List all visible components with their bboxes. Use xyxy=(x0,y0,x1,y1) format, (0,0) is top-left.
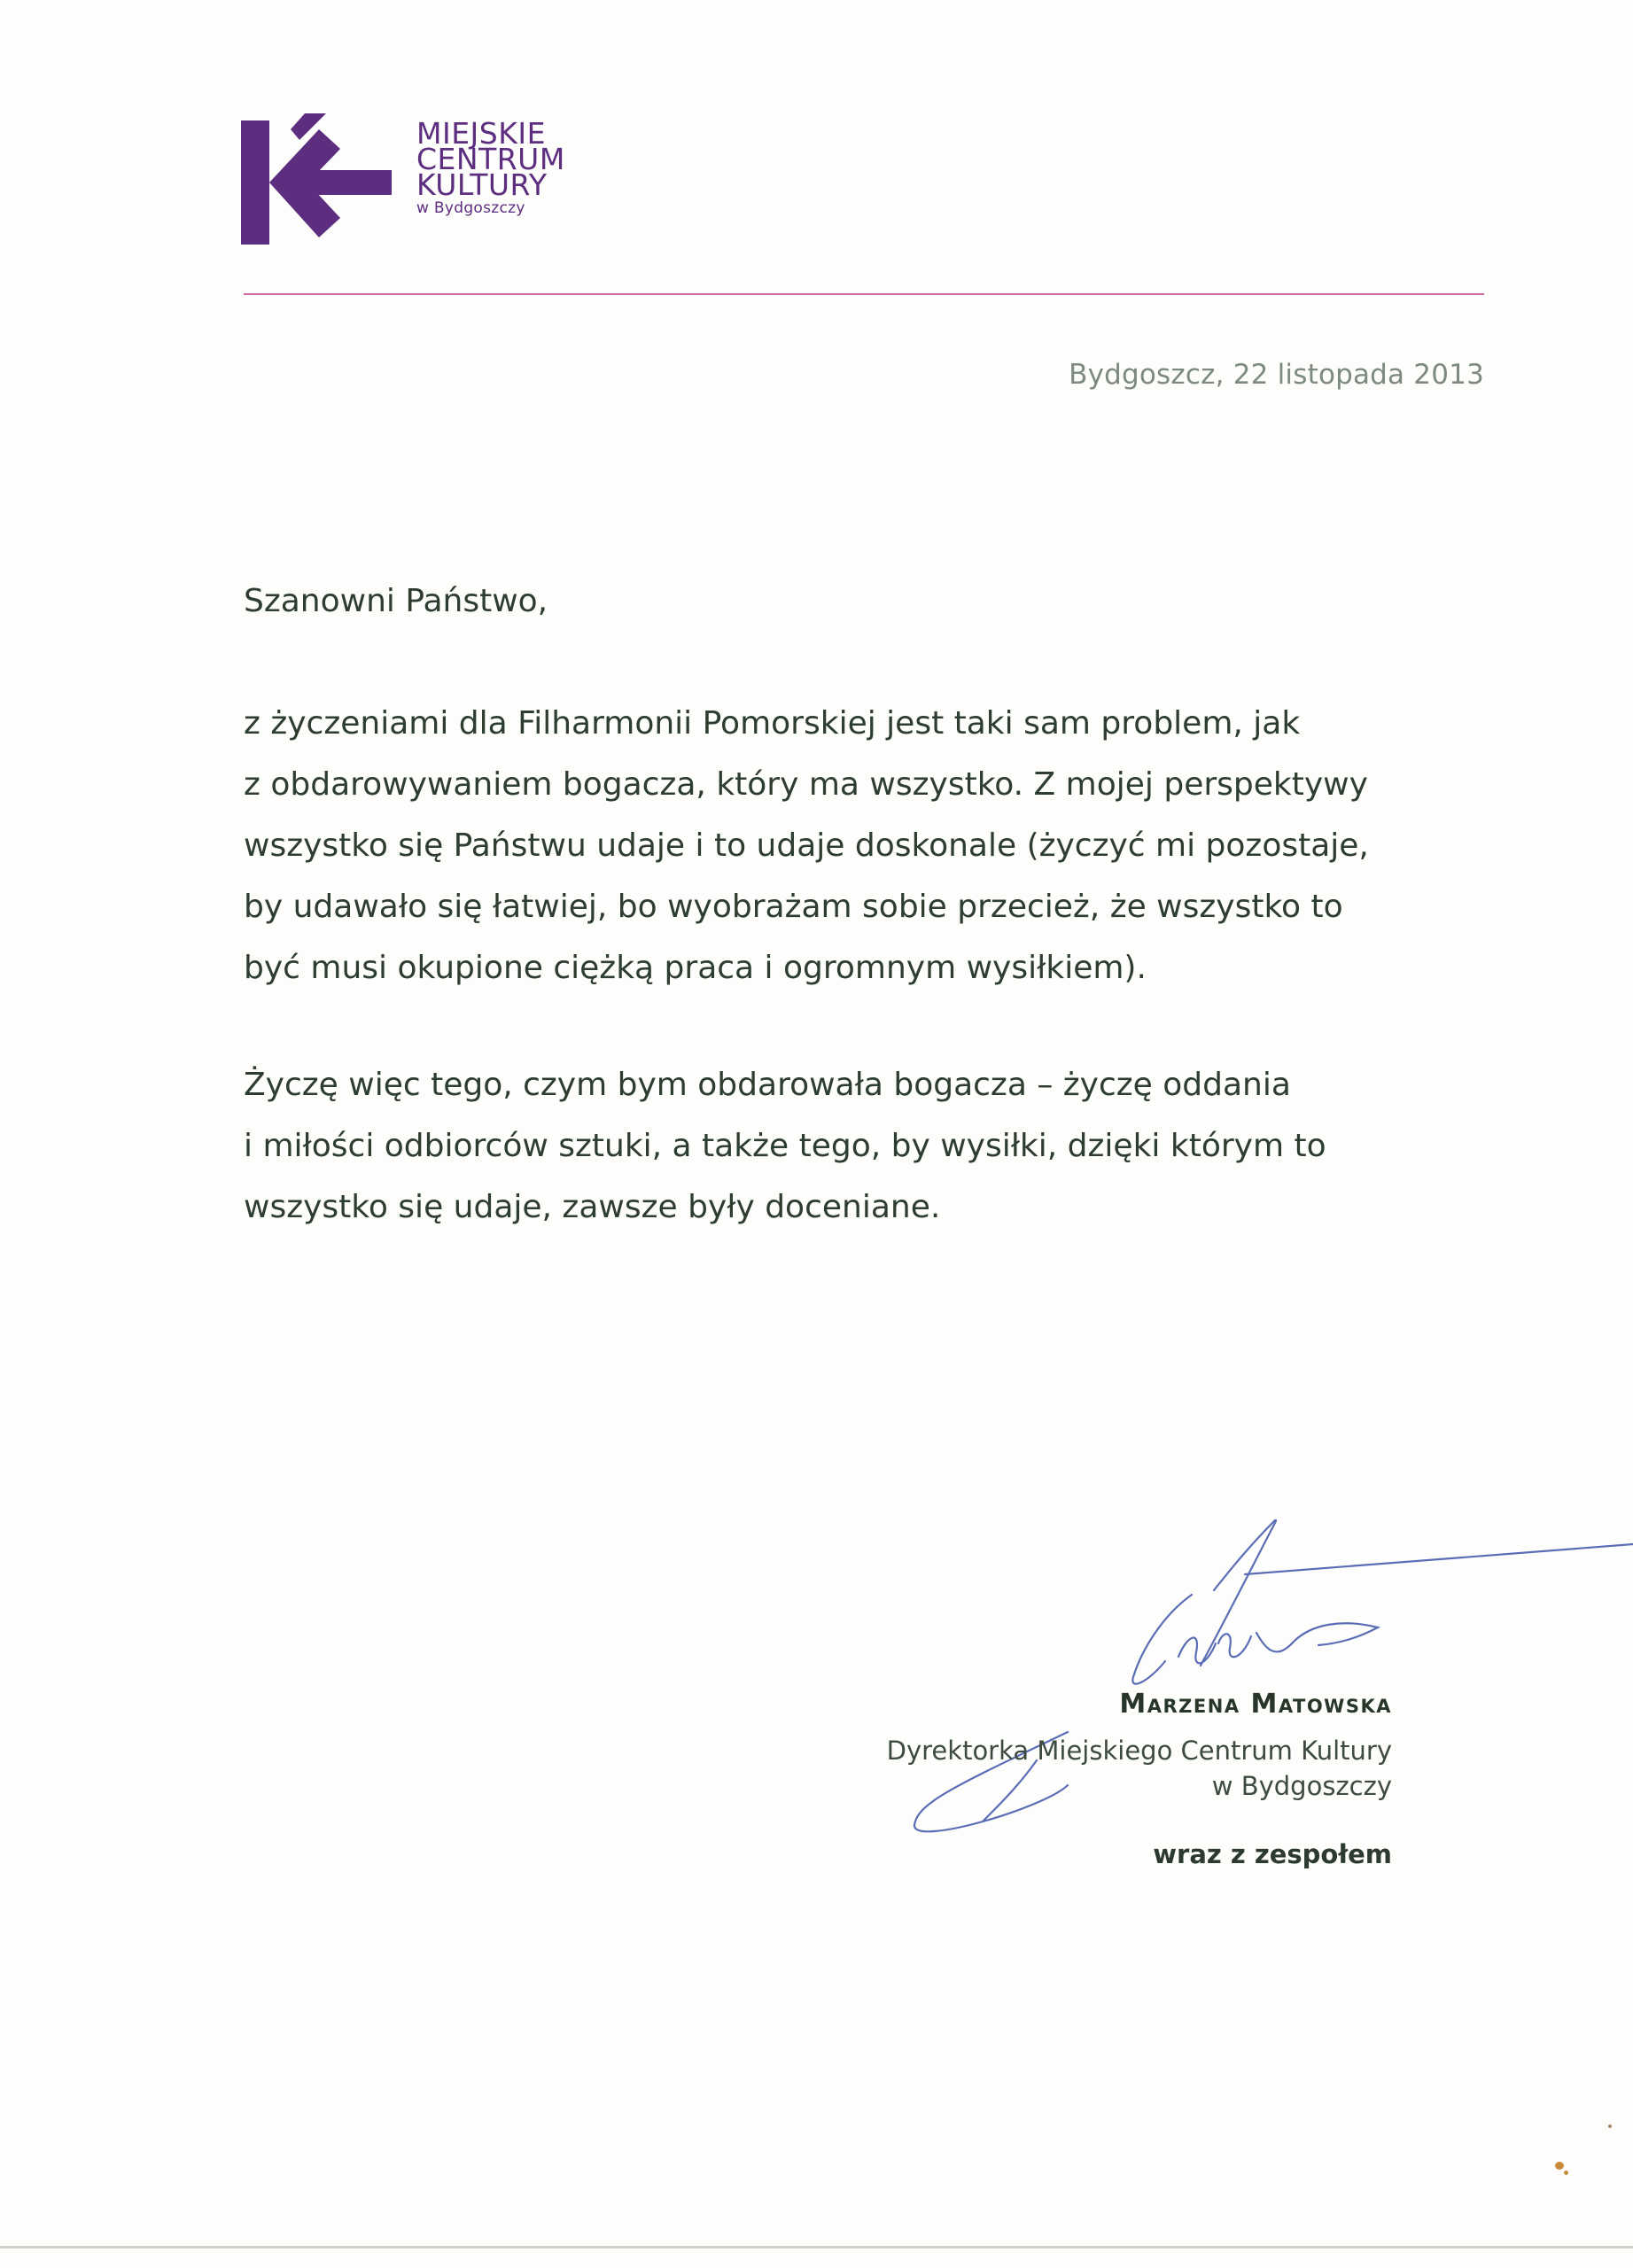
signer-name: Marzena Matowska xyxy=(1119,1689,1392,1720)
signer-title-line-1: Dyrektorka Miejskiego Centrum Kultury xyxy=(886,1736,1392,1766)
paragraph-2 xyxy=(244,1054,1502,1238)
logo-line-1: MIEJSKIE xyxy=(416,116,546,151)
paper-speck xyxy=(1564,2171,1568,2175)
paragraph-1-line: z życzeniami dla Filharmonii Pomorskiej jest taki sam problem, jak xyxy=(244,705,1301,742)
paper-speck xyxy=(1555,2162,1564,2170)
paragraph-1-line: z obdarowywaniem bogacza, który ma wszystko. Z mojej perspektywy xyxy=(244,766,1368,803)
paragraph-2-line: Życzę więc tego, czym bym obdarowała bogacza – życzę oddania xyxy=(244,1067,1291,1103)
paragraph-1 xyxy=(244,693,1502,998)
letter-date: Bydgoszcz, 22 listopada 2013 xyxy=(1069,359,1484,391)
paragraph-1-line: by udawało się łatwiej, bo wyobrażam sobie przecież, że wszystko to xyxy=(244,889,1343,925)
logo-city: w Bydgoszczy xyxy=(416,199,525,217)
paragraph-2-line: wszystko się udaje, zawsze były doceniane. xyxy=(244,1189,941,1225)
paragraph-1-line: wszystko się Państwu udaje i to udaje doskonale (życzyć mi pozostaje, xyxy=(244,827,1369,864)
paragraph-2-line: i miłości odbiorców sztuki, a także tego, by wysiłki, dzięki którym to xyxy=(244,1128,1326,1164)
header-divider xyxy=(244,293,1484,295)
paper-speck xyxy=(1608,2124,1612,2128)
salutation: Szanowni Państwo, xyxy=(244,583,548,619)
signer-title xyxy=(887,1733,1392,1804)
signer-title-line-2: w Bydgoszczy xyxy=(1211,1771,1392,1801)
scan-bottom-edge xyxy=(0,2246,1633,2249)
with-team-note: wraz z zespołem xyxy=(1153,1839,1392,1869)
handwritten-signature xyxy=(895,1519,1633,1856)
logo-wordmark xyxy=(416,116,565,217)
logo-line-3: KULTURY xyxy=(416,167,548,202)
mck-logo-icon xyxy=(241,113,392,251)
logo-line-2: CENTRUM xyxy=(416,142,565,176)
paragraph-1-line: być musi okupione ciężką praca i ogromnym wysiłkiem). xyxy=(244,950,1147,986)
